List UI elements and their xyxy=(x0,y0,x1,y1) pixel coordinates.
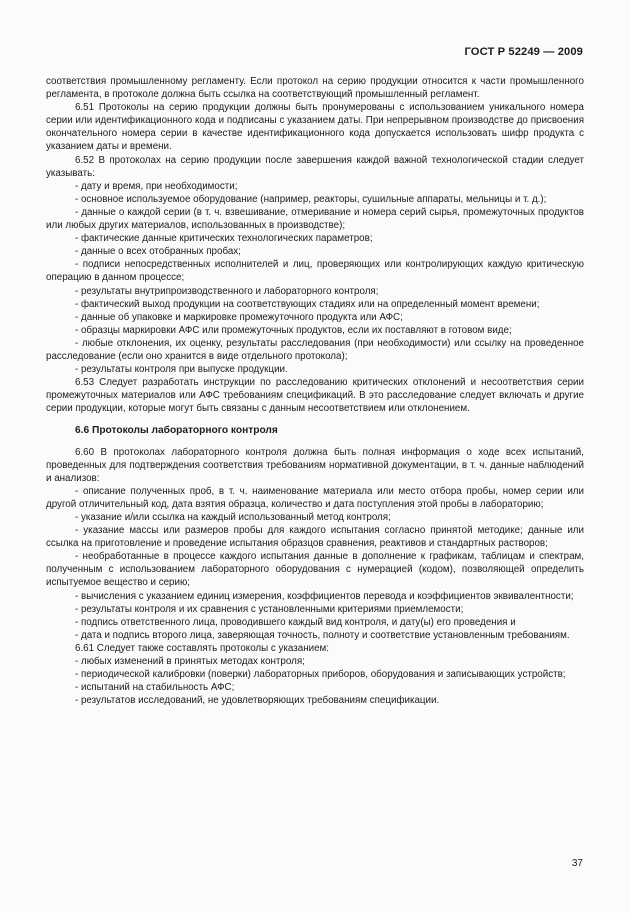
section-heading: 6.6 Протоколы лабораторного контроля xyxy=(75,425,278,437)
paragraph: - дату и время, при необходимости; xyxy=(75,180,238,192)
paragraph: - необработанные в процессе каждого испытания данные в дополнение к графикам, таблицам и спектрам, полученным с использованием лабораторного оборудования с нумерацией (кодом), позволяющей определить испытуемое вещество и серию; xyxy=(46,551,584,589)
paragraph: - результатов исследований, не удовлетворяющих требованиям спецификации. xyxy=(75,695,440,707)
paragraph: - любые отклонения, их оценку, результаты расследования (при необходимости) или ссылку на проведенное расследование (если оно хранится в виде отдельного протокола); xyxy=(46,337,584,362)
paragraph: - вычисления с указанием единиц измерения, коэффициентов перевода и коэффициентов эквивалентности; xyxy=(75,590,574,602)
paragraph: 6.61 Следует также составлять протоколы с указанием: xyxy=(75,642,329,654)
paragraph: - подписи непосредственных исполнителей и лиц, проверяющих или контролирующих каждую критическую операцию в данном процессе; xyxy=(46,259,584,284)
paragraph: - результаты контроля при выпуске продукции. xyxy=(75,364,288,376)
paragraph: - любых изменений в принятых методах контроля; xyxy=(75,656,305,668)
paragraph: - испытаний на стабильность АФС; xyxy=(75,682,235,694)
paragraph: 6.52 В протоколах на серию продукции после завершения каждой важной технологической стадии следует указывать: xyxy=(46,154,584,179)
paragraph: - подпись ответственного лица, проводившего каждый вид контроля, и дату(ы) его проведения и xyxy=(75,616,516,628)
paragraph: - данные о всех отобранных пробах; xyxy=(75,246,241,258)
paragraph: - указание и/или ссылка на каждый использованный метод контроля; xyxy=(75,512,391,523)
paragraph: - фактический выход продукции на соответствующих стадиях или на определенный момент времени; xyxy=(75,298,540,310)
paragraph: соответствия промышленному регламенту. Если протокол на серию продукции относится к части промышленного регламента, в протоколе должна быть ссылка на соответствующий промышленный регламент. xyxy=(46,76,584,101)
paragraph: - дата и подпись второго лица, заверяющая точность, полноту и соответствие установленным требованиям. xyxy=(75,629,570,641)
paragraph: - результаты внутрипроизводственного и лабораторного контроля; xyxy=(75,285,379,297)
paragraph: - основное используемое оборудование (например, реакторы, сушильные аппараты, мельницы и т. д.); xyxy=(75,193,547,205)
paragraph: - периодической калибровки (поверки) лабораторных приборов, оборудования и записывающих устройств; xyxy=(75,669,566,681)
document-body xyxy=(46,75,584,707)
paragraph: - данные об упаковке и маркировке промежуточного продукта или АФС; xyxy=(75,311,403,323)
paragraph: 6.53 Следует разработать инструкции по расследованию критических отклонений и несоответствия серии промежуточных материалов или АФС требованиям спецификаций. В это расследование следует включать и другие серии продукции, которые могут быть связаны с данным несоответствием или отклонением. xyxy=(46,377,584,415)
paragraph: - данные о каждой серии (в т. ч. взвешивание, отмеривание и номера серий сырья, промежуточных продуктов или любых других материалов, использованных в производстве); xyxy=(46,206,584,232)
paragraph: 6.60 В протоколах лабораторного контроля должна быть полная информация о ходе всех испытаний, проведенных для подтверждения соответствия требованиям нормативной документации, в т. ч. данные наблюдений и анализов: xyxy=(46,446,584,484)
paragraph: - указание массы или размеров пробы для каждого испытания согласно принятой методике; данные или ссылка на приготовление и проведение испытания образцов сравнения, реактивов и стандартных растворов; xyxy=(46,525,584,550)
paragraph: - результаты контроля и их сравнения с установленными критериями приемлемости; xyxy=(75,603,464,615)
paragraph: - описание полученных проб, в т. ч. наименование материала или место отбора пробы, номер серии или другой отличительный код, дата взятия образца, количество и дата поступления этой пробы в лабораторию; xyxy=(46,485,584,510)
paragraph: 6.51 Протоколы на серию продукции должны быть пронумерованы с использованием уникального номера серии или идентификационного кода и подписаны с указанием даты. При непрерывном производстве до присвоения окончательного номера серии в качестве идентификационного кода допускается использовать шифр продукта с указанием даты и времени. xyxy=(46,102,584,153)
page-number: 37 xyxy=(571,858,583,869)
paragraph: - фактические данные критических технологических параметров; xyxy=(75,233,373,245)
document-id-header: ГОСТ Р 52249 — 2009 xyxy=(464,46,583,58)
paragraph: - образцы маркировки АФС или промежуточных продуктов, если их поставляют в готовом виде; xyxy=(75,324,512,336)
